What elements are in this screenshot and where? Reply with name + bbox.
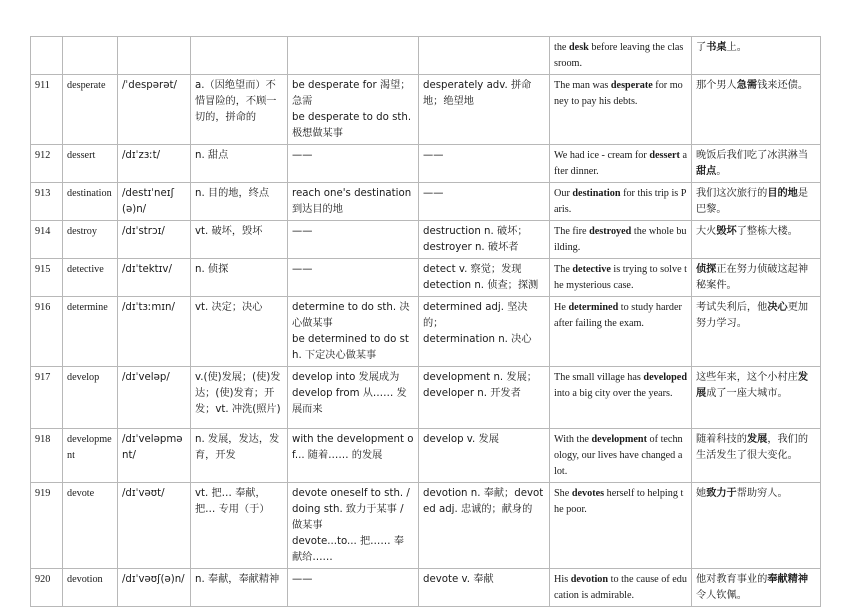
example-en-cell <box>550 221 692 259</box>
example-en-text: after dinner. <box>554 150 687 177</box>
example-zh-text: 帮助穷人。 <box>736 488 788 499</box>
phrase-line: be desperate to do sth. 极想做某事 <box>292 112 412 139</box>
example-en-text: She <box>554 488 572 499</box>
derivatives-cell <box>419 483 550 569</box>
example-en-keyword: devotes <box>571 488 605 499</box>
phrase-line: develop into 发展成为 <box>292 372 400 383</box>
entry-number: 915 <box>31 259 63 297</box>
table-row-continued <box>31 37 821 75</box>
example-en-text: for this trip is Paris. <box>554 188 687 215</box>
example-en-keyword: development <box>591 434 647 445</box>
entry-number: 916 <box>31 297 63 367</box>
example-zh-cell <box>692 75 821 145</box>
example-en-text: His <box>554 574 571 585</box>
derivatives-cell <box>419 221 550 259</box>
example-en-text: before leaving the classroom. <box>554 42 684 69</box>
example-en-text: The <box>554 264 573 275</box>
phrases-cell <box>288 75 419 145</box>
example-en-keyword: dessert <box>649 150 680 161</box>
example-en-text: to the cause of education is admirable. <box>554 574 687 601</box>
example-en-keyword: destroyed <box>589 226 632 237</box>
entry-number: 912 <box>31 145 63 183</box>
example-en-text: He <box>554 302 569 313</box>
example-en-keyword: developed <box>643 372 687 383</box>
phonetic: /dɪˈtektɪv/ <box>118 259 191 297</box>
example-en-keyword: desperate <box>610 80 653 91</box>
phonetic: /dɪˈveləp/ <box>118 367 191 429</box>
derivatives-cell <box>419 569 550 607</box>
derivatives-cell <box>419 183 550 221</box>
phrases-cell <box>288 221 419 259</box>
example-zh-cell <box>692 483 821 569</box>
derivative-line: desperately adv. 拼命地；绝望地 <box>423 80 532 107</box>
example-en-text: to study harder after failing the exam. <box>554 302 682 329</box>
meaning: a.（因绝望而）不惜冒险的，不顾一切的，拼命的 <box>191 75 288 145</box>
example-zh-keyword: 奉献精神 <box>767 574 809 585</box>
phonetic: /dɪˈtɜːmɪn/ <box>118 297 191 367</box>
example-en-cell <box>550 259 692 297</box>
example-en-text: The small village has <box>554 372 644 383</box>
example-zh-text: 考试失利后，他 <box>696 302 768 313</box>
example-zh-text: 正在努力侦破这起神秘案件。 <box>696 264 809 291</box>
phrase-line: devote...to... 把…… 奉献给…… <box>292 536 404 563</box>
phrase-line: —— <box>292 574 313 585</box>
example-zh-cell <box>692 367 821 429</box>
example-zh-text: 他对教育事业的 <box>696 574 768 585</box>
example-zh-text: 上。 <box>726 42 747 53</box>
example-en-cell <box>550 145 692 183</box>
example-zh-cell <box>692 429 821 483</box>
entry-number: 919 <box>31 483 63 569</box>
headword: detective <box>63 259 118 297</box>
headword: devote <box>63 483 118 569</box>
derivatives-cell <box>419 37 550 75</box>
example-en-text: of technology, our lives have changed a lot. <box>554 434 683 477</box>
derivative-line: destruction n. 破坏； <box>423 226 528 237</box>
example-zh-text: 更加努力学习。 <box>696 302 809 329</box>
example-en-text: Our <box>554 188 573 199</box>
derivative-line: detect v. 察觉；发现 <box>423 264 522 275</box>
table-row <box>31 221 821 259</box>
derivative-line: detection n. 侦查；探测 <box>423 280 539 291</box>
meaning: n. 奉献，奉献精神 <box>191 569 288 607</box>
example-zh-cell <box>692 145 821 183</box>
example-zh-text: 令人钦佩。 <box>696 590 747 601</box>
phrases-cell <box>288 183 419 221</box>
table-row <box>31 259 821 297</box>
num-cell <box>31 37 63 75</box>
derivative-line: development n. 发展； <box>423 372 537 383</box>
example-en-keyword: destination <box>572 188 621 199</box>
table-row <box>31 145 821 183</box>
example-en-cell <box>550 183 692 221</box>
table-row <box>31 429 821 483</box>
example-zh-keyword: 毁坏 <box>716 226 737 237</box>
phrase-line: —— <box>292 226 313 237</box>
phonetic: /destɪˈneɪʃ(ə)n/ <box>118 183 191 221</box>
derivative-line: —— <box>423 150 444 161</box>
entry-number: 918 <box>31 429 63 483</box>
derivatives-cell <box>419 297 550 367</box>
example-en-cell <box>550 297 692 367</box>
phrases-cell <box>288 297 419 367</box>
phrase-line: determine to do sth. 决心做某事 <box>292 302 410 329</box>
example-en-keyword: devotion <box>570 574 609 585</box>
meaning: vt. 破坏，毁坏 <box>191 221 288 259</box>
example-zh-text: 那个男人 <box>696 80 737 91</box>
phrases-cell <box>288 37 419 75</box>
derivative-line: devote v. 奉献 <box>423 574 494 585</box>
derivative-line: —— <box>423 188 444 199</box>
example-zh-text: 是巴黎。 <box>696 188 809 215</box>
entry-number: 911 <box>31 75 63 145</box>
meaning: vt. 把… 奉献，把… 专用（于） <box>191 483 288 569</box>
word-cell <box>63 37 118 75</box>
derivatives-cell <box>419 75 550 145</box>
derivatives-cell <box>419 367 550 429</box>
vocabulary-table <box>30 36 821 607</box>
table-row <box>31 183 821 221</box>
phrases-cell <box>288 145 419 183</box>
headword: determine <box>63 297 118 367</box>
phrase-line: —— <box>292 264 313 275</box>
phrases-cell <box>288 569 419 607</box>
phrase-line: —— <box>292 150 313 161</box>
example-en-cell <box>550 429 692 483</box>
phrase-line: with the development of... 随着…… 的发展 <box>292 434 414 461</box>
example-zh-keyword: 目的地 <box>767 188 798 199</box>
headword: desperate <box>63 75 118 145</box>
example-en-text: for money to pay his debts. <box>554 80 683 107</box>
example-zh-text: 成了一座大城市。 <box>706 388 788 399</box>
example-en-text: The fire <box>554 226 590 237</box>
derivative-line: develop v. 发展 <box>423 434 499 445</box>
entry-number: 920 <box>31 569 63 607</box>
derivatives-cell <box>419 259 550 297</box>
meaning: vt. 决定；决心 <box>191 297 288 367</box>
headword: develop <box>63 367 118 429</box>
example-zh-keyword: 发展 <box>696 372 809 399</box>
phonetic: /dɪˈstrɔɪ/ <box>118 221 191 259</box>
example-en-cell <box>550 367 692 429</box>
example-en-keyword: detective <box>572 264 611 275</box>
example-zh-keyword: 决心 <box>767 302 788 313</box>
example-zh-text: 大火 <box>696 226 717 237</box>
example-zh-keyword: 致力于 <box>706 488 737 499</box>
example-en-text: With the <box>554 434 592 445</box>
example-zh-keyword: 侦探 <box>696 264 717 275</box>
meaning: n. 侦探 <box>191 259 288 297</box>
table-row <box>31 297 821 367</box>
headword: dessert <box>63 145 118 183</box>
example-zh-text: 。 <box>716 166 727 177</box>
entry-number: 913 <box>31 183 63 221</box>
headword: destroy <box>63 221 118 259</box>
phonetic: /dɪˈvəʊʃ(ə)n/ <box>118 569 191 607</box>
headword: devotion <box>63 569 118 607</box>
phonetic: /dɪˈzɜːt/ <box>118 145 191 183</box>
example-zh-keyword: 书桌 <box>706 42 727 53</box>
example-zh-text: 随着科技的 <box>696 434 747 445</box>
example-zh-text: 了 <box>696 42 707 53</box>
example-en-cell <box>550 483 692 569</box>
phonetic: /dɪˈvəʊt/ <box>118 483 191 569</box>
phrases-cell <box>288 483 419 569</box>
example-zh-text: 我们这次旅行的 <box>696 188 768 199</box>
meaning: v.(使)发展；(使)发达；(使)发育；开发；vt. 冲洗(照片) <box>191 367 288 429</box>
derivative-line: developer n. 开发者 <box>423 388 521 399</box>
example-zh-keyword: 发展 <box>746 434 768 445</box>
example-en-keyword: desk <box>569 42 589 53</box>
phonetic: /ˈdespərət/ <box>118 75 191 145</box>
example-zh-keyword: 急需 <box>736 80 758 91</box>
derivatives-cell <box>419 145 550 183</box>
example-zh-keyword: 甜点 <box>696 166 717 177</box>
derivatives-cell <box>419 429 550 483</box>
headword: destination <box>63 183 118 221</box>
phrases-cell <box>288 429 419 483</box>
table-row <box>31 483 821 569</box>
phrase-line: be desperate for 渴望；急需 <box>292 80 411 107</box>
example-zh-cell <box>692 259 821 297</box>
example-zh-cell <box>692 297 821 367</box>
example-en-text: the <box>554 42 569 53</box>
example-en-text: into a big city over the years. <box>554 388 673 399</box>
phrases-cell <box>288 259 419 297</box>
example-en-text: We had ice - cream for <box>554 150 650 161</box>
phrase-line: devote oneself to sth. /doing sth. 致力于某事 / 做某事 <box>292 488 410 531</box>
example-zh-cell <box>692 183 821 221</box>
ipa-cell <box>118 37 191 75</box>
example-en-cell <box>550 75 692 145</box>
example-zh-text: 晚饭后我们吃了冰淇淋当 <box>696 150 809 161</box>
phrase-line: develop from 从…… 发展而来 <box>292 388 407 415</box>
example-en-cell <box>550 569 692 607</box>
meaning: n. 甜点 <box>191 145 288 183</box>
phrase-line: reach one's destination 到达目的地 <box>292 188 412 215</box>
example-zh-text: 她 <box>696 488 707 499</box>
headword: development <box>63 429 118 483</box>
table-row <box>31 367 821 429</box>
example-en-text: the whole building. <box>554 226 687 253</box>
meaning-cell <box>191 37 288 75</box>
derivative-line: determined adj. 坚决的； <box>423 302 528 329</box>
example-zh-text: 钱来还债。 <box>757 80 809 91</box>
phrases-cell <box>288 367 419 429</box>
derivative-line: destroyer n. 破坏者 <box>423 242 519 253</box>
example-en-keyword: determined <box>568 302 619 313</box>
meaning: n. 目的地，终点 <box>191 183 288 221</box>
example-zh-text: ，我们的生活发生了很大变化。 <box>696 434 809 461</box>
phonetic: /dɪˈveləpmənt/ <box>118 429 191 483</box>
derivative-line: devotion n. 奉献；devoted adj. 忠诚的；献身的 <box>423 488 544 515</box>
meaning: n. 发展，发达，发育，开发 <box>191 429 288 483</box>
example-en-text: is trying to solve the mysterious case. <box>554 264 687 291</box>
example-zh-text: 了整栋大楼。 <box>736 226 798 237</box>
example-zh-cell <box>692 221 821 259</box>
example-zh-text: 这些年来，这个小村庄 <box>696 372 798 383</box>
entry-number: 914 <box>31 221 63 259</box>
example-en-text: herself to helping the poor. <box>554 488 684 515</box>
example-en-text: The man was <box>554 80 611 91</box>
phrase-line: be determined to do sth. 下定决心做某事 <box>292 334 409 361</box>
example-zh-cell <box>692 569 821 607</box>
example-en-cell <box>550 37 692 75</box>
example-zh-cell <box>692 37 821 75</box>
table-row <box>31 75 821 145</box>
derivative-line: determination n. 决心 <box>423 334 532 345</box>
entry-number: 917 <box>31 367 63 429</box>
table-row <box>31 569 821 607</box>
